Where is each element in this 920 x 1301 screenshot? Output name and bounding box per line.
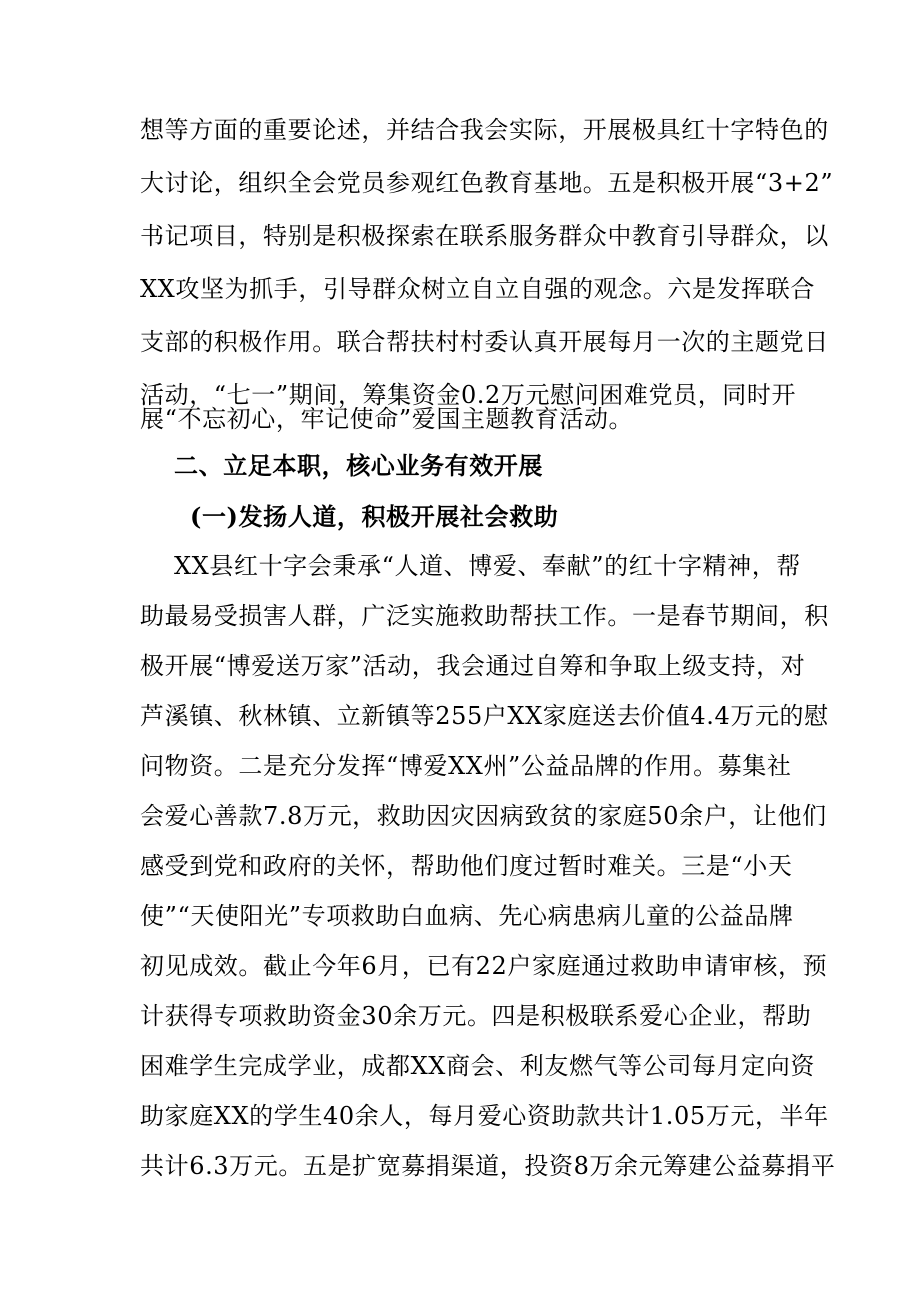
subsection-heading: (一)发扬人道，积极开展社会救助 bbox=[190, 502, 559, 531]
body-text-line: 支部的积极作用。联合帮扶村村委认真开展每月一次的主题党日 bbox=[140, 328, 829, 356]
body-text-line: 困难学生完成学业，成都XX商会、利友燃气等公司每月定向资 bbox=[140, 1052, 815, 1080]
body-text-line: 使”“天使阳光”专项救助白血病、先心病患病儿童的公益品牌 bbox=[140, 902, 794, 930]
body-text-line: 计获得专项救助资金30余万元。四是积极联系爱心企业，帮助 bbox=[140, 1002, 812, 1030]
body-text-line: 会爱心善款7.8万元，救助因灾因病致贫的家庭50余户，让他们 bbox=[140, 802, 827, 830]
body-text-line: 共计6.3万元。五是扩宽募捐渠道，投资8万余元筹建公益募捐平 bbox=[140, 1152, 836, 1180]
paragraph-first-line: XX县红十字会秉承“人道、博爱、奉献”的红十字精神，帮 bbox=[174, 552, 801, 580]
body-text-line: 感受到党和政府的关怀，帮助他们度过暂时难关。三是“小天 bbox=[140, 852, 793, 880]
body-text-line: 芦溪镇、秋林镇、立新镇等255户XX家庭送去价值4.4万元的慰 bbox=[140, 702, 829, 730]
body-text-line: 初见成效。截止今年6月，已有22户家庭通过救助申请审核，预 bbox=[140, 952, 828, 980]
body-text-line: 展“不忘初心，牢记使命”爱国主题教育活动。 bbox=[140, 405, 634, 433]
body-text-line: 想等方面的重要论述，并结合我会实际，开展极具红十字特色的 bbox=[140, 116, 829, 144]
body-text-line: 书记项目，特别是积极探索在联系服务群众中教育引导群众，以 bbox=[140, 222, 829, 250]
body-text-line: 问物资。二是充分发挥“博爱XX州”公益品牌的作用。募集社 bbox=[140, 752, 792, 780]
body-text-line: 极开展“博爱送万家”活动，我会通过自筹和争取上级支持，对 bbox=[140, 652, 806, 680]
body-text-line: 活动，“七一”期间，筹集资金0.2万元慰问困难党员，同时开 bbox=[140, 381, 797, 409]
section-heading: 二、立足本职，核心业务有效开展 bbox=[174, 451, 543, 480]
body-text-line: 助最易受损害人群，广泛实施救助帮扶工作。一是春节期间，积 bbox=[140, 602, 829, 630]
body-text-line: 大讨论，组织全会党员参观红色教育基地。五是积极开展“3+2” bbox=[140, 169, 834, 197]
body-text-line: 助家庭XX的学生40余人，每月爱心资助款共计1.05万元，半年 bbox=[140, 1102, 829, 1130]
body-text-line: XX攻坚为抓手，引导群众树立自立自强的观念。六是发挥联合 bbox=[140, 275, 815, 303]
